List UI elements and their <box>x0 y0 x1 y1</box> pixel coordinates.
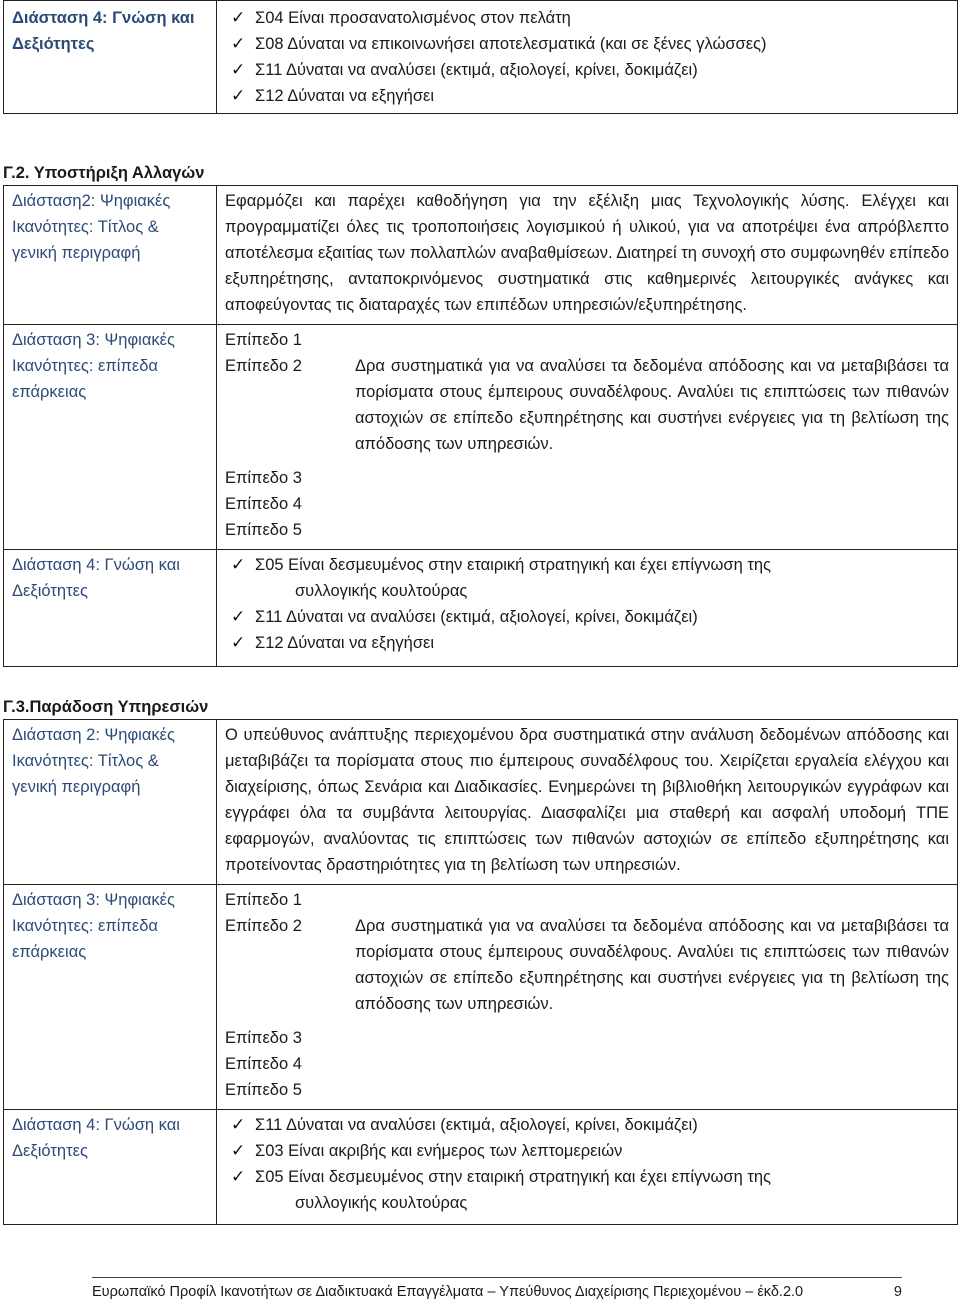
list-item-text: Σ11 Δύναται να αναλύσει (εκτιμά, αξιολογεί, κρίνει, δοκιμάζει) <box>255 1116 698 1134</box>
section-title: Γ.3.Παράδοση Υπηρεσιών <box>3 698 209 716</box>
check-icon: ✓ <box>231 34 246 53</box>
table-service-delivery <box>3 719 958 1225</box>
list-item-text: Σ12 Δύναται να εξηγήσει <box>255 634 435 652</box>
dim2-text-cell <box>217 720 957 884</box>
list-item-text: Σ05 Είναι δεσμευμένος στην εταιρική στρατηγική και έχει επίγνωση της <box>255 1168 771 1186</box>
dim4-list <box>225 5 949 109</box>
check-icon: ✓ <box>231 8 246 27</box>
list-item-text: Σ03 Είναι ακριβής και ενήμερος των λεπτομερειών <box>255 1142 623 1160</box>
level-label: Επίπεδο 5 <box>225 1081 302 1099</box>
level-label: Επίπεδο 3 <box>225 1029 302 1047</box>
check-icon: ✓ <box>231 607 246 626</box>
list-item-continuation: συλλογικής κουλτούρας <box>295 582 468 600</box>
dim4-label: Διάσταση 4: Γνώση και Δεξιότητες <box>12 9 195 53</box>
dim3-label-cell <box>4 885 217 1109</box>
dim3-label: Διάσταση 3: Ψηφιακές Ικανότητες: επίπεδα επάρκειας <box>12 891 175 961</box>
level-label: Επίπεδο 1 <box>225 331 302 349</box>
levels-grid <box>225 887 949 1103</box>
dim3-row <box>4 884 957 1109</box>
list-item <box>231 552 949 604</box>
list-item-text: Σ05 Είναι δεσμευμένος στην εταιρική στρατηγική και έχει επίγνωση της <box>255 556 771 574</box>
level-description <box>355 465 949 491</box>
footer-text: Ευρωπαϊκό Προφίλ Ικανοτήτων σε Διαδικτυακά Επαγγέλματα – Υπεύθυνος Διαχείρισης Περιεχομένου – έκδ.2.0 <box>92 1284 804 1300</box>
dim4-items-cell <box>217 1110 957 1224</box>
list-item <box>231 630 949 656</box>
dim2-description: Εφαρμόζει και παρέχει καθοδήγηση για την εξέλιξη μιας Τεχνολογικής λύσης. Ελέγχει και προγραμματίζει όλες τις τροποποιήσεις λογισμικού ή υλικού, για να αποτρέψει ένα απρόβλεπτο αποτέλεσμα εξαιτίας των πολλαπλών αναβαθμίσεων. Διατηρεί τη συνοχή στο συμφωνηθέν επίπεδο εξυπηρέτησης, ανταποκρινόμενος συστηματικά στις καθημερινές λειτουργικές ανάγκες και αποφεύγοντας τις διαταραχές των επιπέδων υπηρεσιών/εξυπηρέτησης. <box>225 192 949 314</box>
dim2-label: Διάσταση 2: Ψηφιακές Ικανότητες: Τίτλος & γενική περιγραφή <box>12 726 175 796</box>
list-item <box>231 1112 949 1138</box>
dim4-row <box>4 549 957 666</box>
dim3-levels-cell <box>217 325 957 549</box>
dim2-row <box>4 186 957 324</box>
level-label: Επίπεδο 3 <box>225 469 302 487</box>
check-icon: ✓ <box>231 633 246 652</box>
check-icon: ✓ <box>231 1167 246 1186</box>
check-icon: ✓ <box>231 1115 246 1134</box>
list-item <box>231 1138 949 1164</box>
dim2-label: Διάσταση2: Ψηφιακές Ικανότητες: Τίτλος & γενική περιγραφή <box>12 192 171 262</box>
list-item <box>231 1164 949 1216</box>
level-description <box>355 887 949 913</box>
list-item-continuation: συλλογικής κουλτούρας <box>295 1194 468 1212</box>
dim3-label: Διάσταση 3: Ψηφιακές Ικανότητες: επίπεδα επάρκειας <box>12 331 175 401</box>
levels-grid <box>225 327 949 543</box>
level-description: Δρα συστηματικά για να αναλύσει τα δεδομένα απόδοσης και να μεταβιβάσει τα πορίσματα στους έμπειρους συναδέλφους. Αναλύει τις επιπτώσεις των πιθανών αστοχιών σε επίπεδο εξυπηρέτησης και συστήνει ενέργειες για τη βελτίωση της απόδοσης των υπηρεσιών. <box>355 917 949 1013</box>
dim2-label-cell <box>4 720 217 884</box>
page-number: 9 <box>893 1284 902 1300</box>
dim3-label-cell <box>4 325 217 549</box>
level-description <box>355 1077 949 1103</box>
list-item <box>231 83 949 109</box>
list-item <box>231 31 949 57</box>
level-description <box>355 327 949 353</box>
dim4-row <box>4 1109 957 1224</box>
section-title: Γ.2. Υποστήριξη Αλλαγών <box>3 164 205 182</box>
dim2-text-cell <box>217 186 957 324</box>
table-support-changes <box>3 185 958 667</box>
list-item-text: Σ04 Είναι προσανατολισμένος στον πελάτη <box>255 9 571 27</box>
dim4-row <box>4 1 957 113</box>
level-label: Επίπεδο 4 <box>225 1055 302 1073</box>
level-description <box>355 517 949 543</box>
dim2-row <box>4 720 957 884</box>
list-item <box>231 57 949 83</box>
level-label: Επίπεδο 2 <box>225 917 302 935</box>
list-item <box>231 604 949 630</box>
level-description <box>355 491 949 517</box>
dim4-label-cell <box>4 1110 217 1224</box>
dim4-label-cell <box>4 1 217 113</box>
list-item-text: Σ12 Δύναται να εξηγήσει <box>255 87 435 105</box>
level-label: Επίπεδο 5 <box>225 521 302 539</box>
level-description: Δρα συστηματικά για να αναλύσει τα δεδομένα απόδοσης και να μεταβιβάσει τα πορίσματα στους έμπειρους συναδέλφους. Αναλύει τις επιπτώσεις των πιθανών αστοχιών σε επίπεδο εξυπηρέτησης και συστήνει ενέργειες για τη βελτίωση της απόδοσης των υπηρεσιών. <box>355 357 949 453</box>
list-item-text: Σ08 Δύναται να επικοινωνήσει αποτελεσματικά (και σε ξένες γλώσσες) <box>255 35 767 53</box>
dim2-description: Ο υπεύθυνος ανάπτυξης περιεχομένου δρα συστηματικά στην ανάλυση δεδομένων απόδοσης και μεταβιβάζει τα πορίσματα στους πιο έμπειρους συναδέλφους του. Χειρίζεται εργαλεία ελέγχου και διαχείρισης, όπως Σενάρια και Διαδικασίες. Ενημερώνει τη βιβλιοθήκη λειτουργικών εγγράφων και εγγράφει όλα τα συμβάντα λειτουργίας. Διασφαλίζει μια σταθερή και ασφαλή υποδομή ΤΠΕ εφαρμογών, αναλύοντας τις επιπτώσεις των πιθανών αστοχιών σε επίπεδο εξυπηρέτησης και προτείνοντας δραστηριότητες για τη βελτίωση των υπηρεσιών. <box>225 726 949 874</box>
check-icon: ✓ <box>231 1141 246 1160</box>
dim4-items-cell <box>217 550 957 666</box>
level-label: Επίπεδο 1 <box>225 891 302 909</box>
level-description <box>355 1051 949 1077</box>
dim4-items-cell <box>217 1 957 113</box>
dim3-levels-cell <box>217 885 957 1109</box>
dim4-label: Διάσταση 4: Γνώση και Δεξιότητες <box>12 1116 180 1160</box>
level-label: Επίπεδο 4 <box>225 495 302 513</box>
list-item-text: Σ11 Δύναται να αναλύσει (εκτιμά, αξιολογεί, κρίνει, δοκιμάζει) <box>255 608 698 626</box>
list-item-text: Σ11 Δύναται να αναλύσει (εκτιμά, αξιολογεί, κρίνει, δοκιμάζει) <box>255 61 698 79</box>
dim4-label-cell <box>4 550 217 666</box>
dim4-list <box>225 552 949 656</box>
dim2-label-cell <box>4 186 217 324</box>
level-description <box>355 1025 949 1051</box>
check-icon: ✓ <box>231 86 246 105</box>
level-label: Επίπεδο 2 <box>225 357 302 375</box>
list-item <box>231 5 949 31</box>
check-icon: ✓ <box>231 555 246 574</box>
table-top-fragment <box>3 0 958 114</box>
check-icon: ✓ <box>231 60 246 79</box>
dim4-label: Διάσταση 4: Γνώση και Δεξιότητες <box>12 556 180 600</box>
page-footer <box>92 1277 902 1304</box>
dim4-list <box>225 1112 949 1216</box>
dim3-row <box>4 324 957 549</box>
